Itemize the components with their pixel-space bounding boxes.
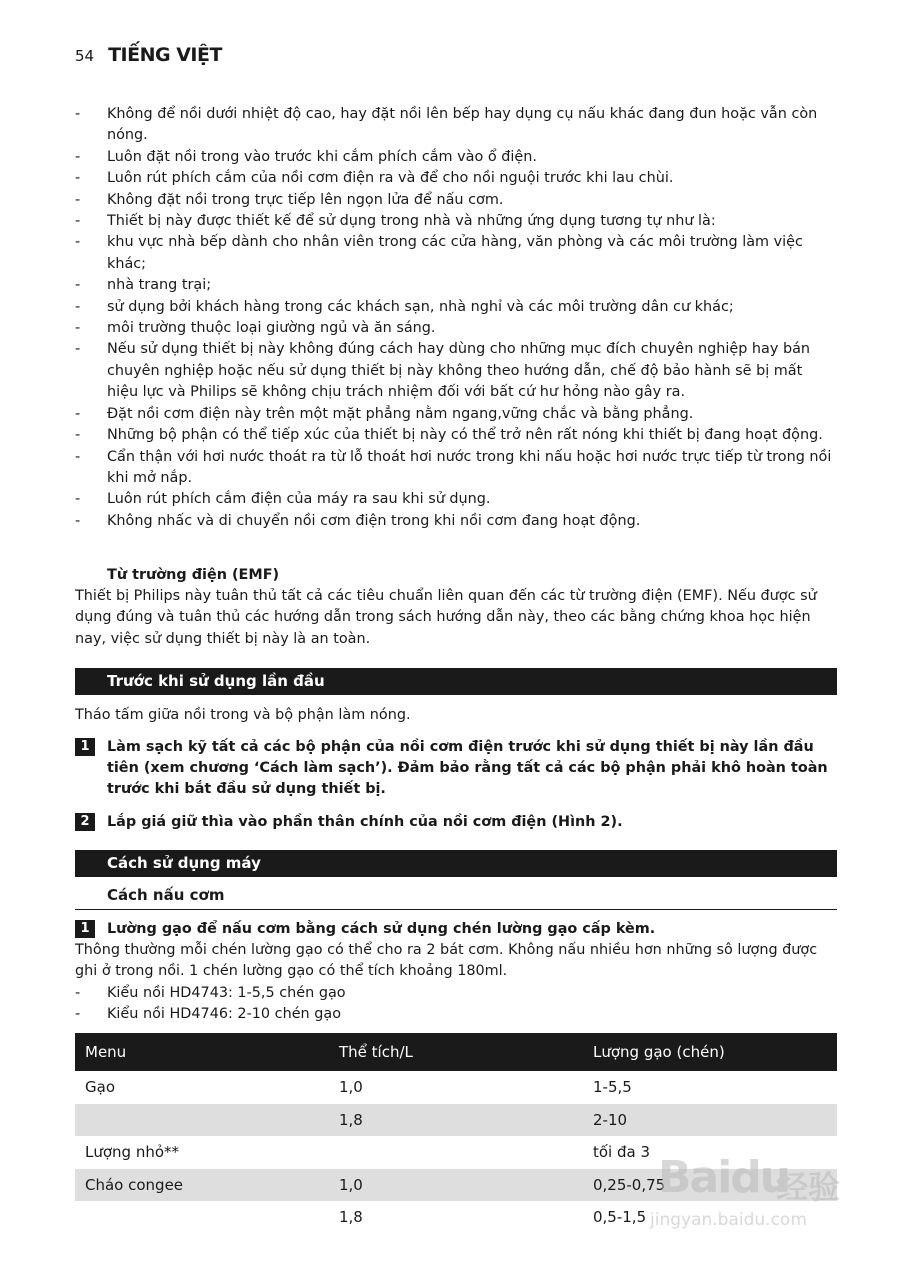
list-item: - Luôn rút phích cắm của nồi cơm điện ra và để cho nồi nguội trước khi lau chùi. (75, 170, 674, 187)
list-item: - Kiểu nồi HD4746: 2-10 chén gạo (75, 1006, 342, 1023)
list-item: - môi trường thuộc loại giường ngủ và ăn sáng. (75, 320, 436, 337)
model-list (75, 983, 837, 1026)
step-text: Lắp giá giữ thìa vào phần thân chính của nồi cơm điện (Hình 2). (107, 814, 623, 830)
step-number: 1 (75, 738, 95, 756)
measuring-paragraph: Thông thường mỗi chén lường gạo có thể cho ra 2 bát cơm. Không nấu nhiều hơn những sô lượng được ghi ở trong nồi. 1 chén lường gạo có thể tích khoảng 180ml. (75, 942, 818, 980)
column-header: Thể tích/L (329, 1033, 583, 1071)
table-cell: 1,8 (329, 1104, 583, 1137)
before-first-use-intro: Tháo tấm giữa nồi trong và bộ phận làm nóng. (75, 707, 411, 723)
table-cell: Gạo (85, 1078, 115, 1097)
table-cell (75, 1104, 329, 1137)
list-item: - nhà trang trại; (75, 277, 212, 294)
emf-heading: Từ trường điện (EMF) (107, 567, 280, 583)
step-1-clean (75, 737, 837, 800)
table-cell: 1,8 (339, 1208, 363, 1227)
list-item: - Không để nồi dưới nhiệt độ cao, hay đặt nồi lên bếp hay dụng cụ nấu khác đang đun hoặc vẫn còn nóng. (75, 106, 818, 144)
baidu-watermark (648, 1140, 858, 1250)
step-1-measure-rice (75, 919, 837, 940)
column-header: Lượng gạo (chén) (583, 1033, 837, 1071)
list-item: - sử dụng bởi khách hàng trong các khách sạn, nhà nghỉ và các môi trường dân cư khác; (75, 298, 734, 315)
list-item: - Thiết bị này được thiết kế để sử dụng trong nhà và những ứng dụng tương tự như là: (75, 213, 716, 230)
table-cell: 2-10 (583, 1104, 837, 1137)
table-header-row (75, 1033, 837, 1071)
list-item: - Không đặt nồi trong trực tiếp lên ngọn lửa để nấu cơm. (75, 191, 504, 208)
table-cell (75, 1201, 329, 1234)
table-cell: 1,0 (339, 1078, 363, 1097)
column-header: Menu (75, 1033, 329, 1071)
list-item: - Luôn đặt nồi trong vào trước khi cắm phích cắm vào ổ điện. (75, 148, 537, 165)
language-title: TIẾNG VIỆT (108, 44, 222, 66)
page-header (75, 44, 222, 72)
table-cell: 0,5-1,5 (593, 1208, 647, 1227)
baidu-logo: Baidu (658, 1152, 790, 1203)
list-item: - Cẩn thận với hơi nước thoát ra từ lỗ thoát hơi nước trong khi nấu hoặc hơi nước trực tiếp từ trong nồi khi mở nắp. (75, 448, 832, 486)
list-item: - Nếu sử dụng thiết bị này không đúng cách hay dùng cho những mục đích chuyên nghiệp hay bán chuyên nghiệp hoặc nếu sử dụng thiết bị này không theo hướng dẫn, chế độ bảo hành sẽ bị mất hiệu lực và Philips sẽ không chịu trách nhiệm đối với bất cứ hư hỏng nào gây ra. (75, 341, 811, 401)
step-number: 2 (75, 813, 95, 831)
table-cell (329, 1136, 583, 1169)
step-2-spoon-holder (75, 812, 837, 833)
safety-bullet-list (75, 104, 837, 532)
list-item: - Luôn rút phích cắm điện của máy ra sau khi sử dụng. (75, 491, 491, 508)
watermark-jingyan: 经验 (776, 1168, 841, 1206)
table-cell: 1-5,5 (593, 1078, 632, 1097)
section-using-appliance: Cách sử dụng máy (75, 850, 837, 877)
list-item: - khu vực nhà bếp dành cho nhân viên trong các cửa hàng, văn phòng và các môi trường làm việc khác; (75, 234, 803, 272)
list-item: - Đặt nồi cơm điện này trên một mặt phẳng nằm ngang,vững chắc và bằng phẳng. (75, 405, 694, 422)
step-text: Lường gạo để nấu cơm bằng cách sử dụng chén lường gạo cấp kèm. (107, 921, 656, 937)
step-number: 1 (75, 920, 95, 938)
list-item: - Kiểu nồi HD4743: 1-5,5 chén gạo (75, 985, 346, 1001)
table-cell: Cháo congee (75, 1169, 329, 1202)
table-cell: 0,25-0,75 (583, 1169, 837, 1202)
watermark-url: jingyan.baidu.com (650, 1210, 807, 1230)
table-cell: tối đa 3 (593, 1143, 651, 1162)
table-row (75, 1071, 837, 1104)
table-cell: Lượng nhỏ** (85, 1143, 180, 1162)
page-number: 54 (75, 47, 95, 65)
emf-paragraph: Thiết bị Philips này tuân thủ tất cả các tiêu chuẩn liên quan đến các từ trường điện (EMF). Nếu được sử dụng đúng và tuân thủ các hướng dẫn trong sách hướng dẫn này, theo các bằng chứng khoa học hiện nay, việc sử dụng thiết bị này là an toàn. (75, 588, 817, 647)
list-item: - Không nhấc và di chuyển nồi cơm điện trong khi nồi cơm đang hoạt động. (75, 512, 641, 529)
table-row (75, 1104, 837, 1137)
subsection-cooking-rice: Cách nấu cơm (75, 882, 837, 910)
section-before-first-use: Trước khi sử dụng lần đầu (75, 668, 837, 695)
list-item: - Những bộ phận có thể tiếp xúc của thiết bị này có thể trở nên rất nóng khi thiết bị đang hoạt động. (75, 427, 823, 444)
step-text: Làm sạch kỹ tất cả các bộ phận của nồi cơm điện trước khi sử dụng thiết bị này lần đầu tiên (xem chương ‘Cách làm sạch’). Đảm bảo rằng tất cả các bộ phận phải khô hoàn toàn trước khi bắt đầu sử dụng thiết bị. (107, 739, 828, 797)
table-cell: 1,0 (329, 1169, 583, 1202)
